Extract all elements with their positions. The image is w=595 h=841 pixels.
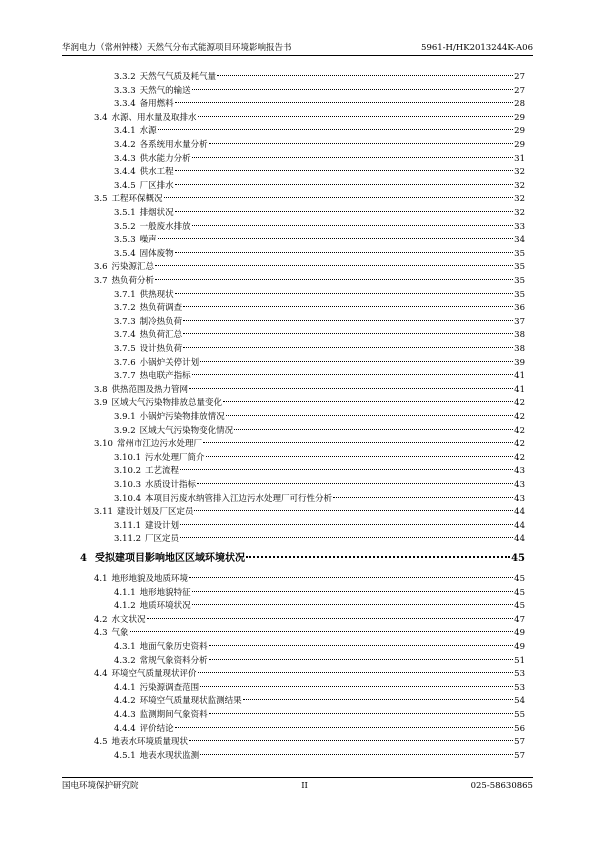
toc-entry-page: 42 (514, 412, 525, 422)
toc-entry-number: 4.3.2 (114, 655, 136, 666)
toc-entry[interactable] (114, 722, 525, 736)
toc-dot-leader (189, 740, 513, 741)
toc-entry[interactable] (114, 152, 525, 166)
footer-phone: 025-58630865 (470, 781, 533, 791)
toc-entry[interactable] (114, 97, 525, 111)
toc-entry-page: 39 (514, 357, 525, 368)
toc-dot-leader (192, 225, 514, 226)
toc-dot-leader (209, 713, 514, 714)
toc-entry-number: 3.5.4 (114, 248, 136, 259)
toc-entry-title: 固体废物 (139, 248, 174, 259)
toc-dot-leader (130, 631, 514, 632)
toc-entry-number: 3.10 (94, 439, 113, 450)
toc-entry-page: 37 (514, 316, 525, 327)
toc-dot-leader (175, 727, 514, 728)
toc-entry[interactable] (94, 613, 525, 627)
toc-entry-title: 小锅炉污染物排放情况 (139, 412, 225, 422)
toc-entry-title: 工艺流程 (145, 466, 180, 477)
toc-entry[interactable] (94, 667, 525, 681)
toc-entry[interactable] (94, 437, 525, 451)
toc-entry-number: 3.4.5 (114, 180, 136, 191)
toc-entry-number: 3.10.1 (114, 452, 142, 463)
toc-entry-number: 3.4.1 (114, 126, 136, 137)
toc-entry[interactable] (94, 192, 525, 206)
toc-entry[interactable] (114, 165, 525, 179)
toc-dot-leader (333, 497, 513, 498)
toc-entry-page: 41 (514, 384, 525, 395)
toc-entry-title: 热负荷分析 (111, 276, 155, 286)
toc-entry-page: 36 (514, 303, 525, 314)
toc-entry-page: 38 (514, 344, 525, 354)
toc-entry-number: 3.9.2 (114, 425, 136, 436)
toc-entry[interactable] (114, 492, 525, 506)
toc-entry-page: 41 (514, 371, 525, 382)
toc-entry-page: 35 (514, 248, 525, 259)
toc-entry-page: 34 (514, 235, 525, 246)
toc-entry-page: 53 (514, 682, 525, 693)
toc-entry-number: 3.3.4 (114, 99, 136, 110)
toc-entry[interactable] (114, 410, 525, 424)
toc-entry-title: 环境空气质量现状评价 (111, 669, 197, 680)
toc-dot-leader (189, 388, 513, 389)
toc-entry-title: 各系统用水量分析 (139, 140, 208, 150)
toc-entry-title: 地形地貌特征 (139, 587, 191, 598)
toc-entry-page: 29 (514, 140, 525, 150)
toc-entry[interactable] (114, 288, 525, 302)
toc-entry[interactable] (114, 328, 525, 342)
toc-dot-leader (197, 483, 513, 484)
toc-dot-leader (147, 618, 514, 619)
toc-entry-title: 热负荷调查 (139, 303, 183, 314)
toc-entry[interactable] (94, 505, 525, 519)
toc-entry-number: 4.4 (94, 669, 108, 680)
toc-dot-leader (200, 754, 513, 755)
toc-entry-title: 厂区排水 (139, 180, 174, 191)
toc-entry-number: 4.5 (94, 737, 108, 748)
toc-entry[interactable] (114, 179, 525, 193)
toc-entry-number: 3.7.2 (114, 303, 136, 314)
toc-entry[interactable] (114, 749, 525, 763)
toc-dot-leader (183, 306, 513, 307)
toc-entry-number: 3.5 (94, 194, 108, 205)
toc-entry-number: 3.7.4 (114, 330, 136, 341)
toc-entry-page: 47 (514, 614, 525, 625)
toc-entry-title: 气象 (111, 628, 129, 639)
toc-entry-title: 受拟建项目影响地区区域环境状况 (94, 553, 245, 564)
toc-entry-title: 地表水环境质量现状 (111, 737, 189, 748)
toc-entry-page: 32 (514, 208, 525, 218)
toc-entry-title: 区域大气污染物变化情况 (139, 425, 234, 436)
toc-dot-leader (192, 374, 514, 375)
toc-entry-page: 45 (514, 574, 525, 584)
toc-entry-title: 环境空气质量现状监测结果 (139, 696, 242, 707)
toc-entry-title: 供热现状 (139, 289, 174, 300)
page-header (62, 41, 533, 56)
toc-dot-leader (198, 672, 514, 673)
toc-dot-leader (209, 143, 514, 144)
toc-entry-number: 3.10.2 (114, 466, 142, 477)
toc-entry[interactable] (114, 301, 525, 315)
toc-entry-page: 29 (514, 112, 525, 123)
toc-entry-title: 天然气的输送 (139, 85, 191, 96)
toc-entry[interactable] (114, 708, 525, 722)
toc-entry-number: 4 (80, 553, 87, 564)
toc-entry-title: 污染源汇总 (111, 262, 155, 273)
toc-entry-title: 水源、用水量及取排水 (111, 112, 197, 123)
toc-entry[interactable] (114, 599, 525, 613)
toc-entry-title: 地面气象历史资料 (139, 642, 208, 652)
toc-entry-page: 42 (514, 452, 525, 463)
toc-entry-page: 45 (514, 601, 525, 612)
toc-dot-leader (192, 604, 514, 605)
toc-entry-title: 地表水现状监测 (139, 750, 200, 761)
toc-entry[interactable] (114, 342, 525, 356)
toc-entry-page: 27 (514, 72, 525, 82)
toc-entry-page: 57 (514, 750, 525, 761)
toc-entry-number: 3.3.3 (114, 85, 136, 96)
toc-entry[interactable] (114, 694, 525, 708)
toc-entry-number: 3.8 (94, 384, 108, 395)
toc-entry-title: 评价结论 (139, 723, 174, 734)
toc-entry-number: 3.6 (94, 262, 108, 273)
toc-dot-leader (158, 129, 514, 130)
toc-entry-number: 3.11.2 (114, 534, 142, 545)
toc-dot-leader (183, 333, 513, 334)
toc-entry-title: 地形地貌及地质环境 (111, 574, 189, 584)
toc-entry-title: 供水能力分析 (139, 153, 191, 164)
toc-entry-title: 地质环境状况 (139, 601, 191, 612)
toc-entry-number: 4.1.1 (114, 587, 136, 598)
toc-dot-leader (175, 184, 514, 185)
toc-entry-title: 热负荷汇总 (139, 330, 183, 341)
toc-entry-page: 42 (514, 398, 525, 409)
toc-entry-number: 3.10.3 (114, 480, 142, 490)
toc-dot-leader (180, 469, 513, 470)
toc-entry-title: 区域大气污染物排放总量变化 (111, 398, 223, 409)
toc-entry[interactable] (114, 681, 525, 695)
toc-entry-number: 3.4.3 (114, 153, 136, 164)
toc-entry-number: 3.10.4 (114, 493, 142, 504)
toc-entry-page: 33 (514, 221, 525, 232)
toc-entry-title: 建设计划及厂区定员 (116, 507, 194, 518)
toc-entry-number: 4.4.2 (114, 696, 136, 707)
toc-dot-leader (223, 401, 513, 402)
toc-entry-number: 3.7.7 (114, 371, 136, 382)
toc-entry-page: 35 (514, 262, 525, 273)
toc-entry-title: 排烟状况 (139, 208, 174, 218)
toc-dot-leader (246, 556, 510, 558)
toc-dot-leader (194, 510, 513, 511)
toc-entry[interactable] (114, 424, 525, 438)
toc-dot-leader (175, 252, 514, 253)
toc-entry-page: 32 (514, 180, 525, 191)
footer-page-number: II (301, 781, 308, 791)
toc-entry-number: 3.7.6 (114, 357, 136, 368)
toc-entry[interactable] (80, 552, 525, 566)
toc-entry-number: 4.1 (94, 574, 108, 584)
toc-entry-page: 35 (514, 276, 525, 286)
toc-dot-leader (189, 577, 513, 578)
toc-entry[interactable] (114, 138, 525, 152)
toc-entry-number: 3.4.2 (114, 140, 136, 150)
toc-entry-page: 29 (514, 126, 525, 137)
toc-entry-title: 水质设计指标 (145, 480, 197, 490)
toc-entry-page: 42 (514, 425, 525, 436)
toc-entry-title: 水文状况 (111, 614, 146, 625)
toc-dot-leader (180, 537, 513, 538)
toc-entry-title: 污水处理厂简介 (145, 452, 205, 463)
toc-entry-title: 小锅炉关停计划 (139, 357, 200, 368)
toc-entry[interactable] (94, 274, 525, 288)
toc-entry-page: 27 (514, 85, 525, 96)
toc-entry[interactable] (114, 586, 525, 600)
header-doc-number: 5961-H/HK2013244K-A06 (421, 43, 533, 53)
toc-dot-leader (155, 265, 513, 266)
toc-entry[interactable] (114, 70, 525, 84)
toc-entry-page: 28 (514, 99, 525, 110)
toc-entry[interactable] (114, 220, 525, 234)
toc-entry-number: 4.2 (94, 614, 108, 625)
toc-entry[interactable] (94, 396, 525, 410)
toc-dot-leader (183, 320, 513, 321)
toc-entry-title: 设计热负荷 (139, 344, 183, 354)
toc-dot-leader (155, 279, 513, 280)
toc-dot-leader (158, 238, 514, 239)
toc-entry-number: 3.7.1 (114, 289, 136, 300)
toc-entry[interactable] (114, 247, 525, 261)
toc-dot-leader (243, 699, 514, 700)
toc-entry-number: 4.4.4 (114, 723, 136, 734)
toc-dot-leader (192, 89, 514, 90)
toc-dot-leader (206, 456, 514, 457)
toc-dot-leader (198, 116, 514, 117)
toc-entry[interactable] (114, 233, 525, 247)
toc-entry-title: 噪声 (139, 235, 157, 246)
toc-entry-title: 污染源调查范围 (139, 682, 200, 693)
toc-entry-page: 44 (514, 520, 525, 531)
toc-entry-title: 常州市江边污水处理厂 (116, 439, 202, 450)
toc-entry-number: 4.4.3 (114, 710, 136, 720)
toc-entry[interactable] (94, 383, 525, 397)
toc-entry-title: 热电联产指标 (139, 371, 191, 382)
toc-entry-number: 4.1.2 (114, 601, 136, 612)
toc-entry[interactable] (94, 735, 525, 749)
toc-entry-page: 44 (514, 534, 525, 545)
toc-dot-leader (175, 293, 514, 294)
toc-entry-page: 44 (514, 507, 525, 518)
toc-entry-number: 3.9 (94, 398, 108, 409)
toc-dot-leader (203, 442, 513, 443)
toc-dot-leader (209, 645, 514, 646)
footer-organization: 国电环境保护研究院 (62, 781, 139, 791)
toc-entry[interactable] (114, 464, 525, 478)
toc-dot-leader (234, 429, 513, 430)
toc-entry-title: 监测期间气象资料 (139, 710, 208, 720)
toc-dot-leader (175, 102, 514, 103)
toc-entry-title: 水源 (139, 126, 157, 137)
toc-entry-number: 4.5.1 (114, 750, 136, 761)
page-footer (62, 777, 533, 794)
toc-entry-page: 51 (514, 655, 525, 666)
toc-entry-number: 3.5.1 (114, 208, 136, 218)
toc-entry-title: 一般废水排放 (139, 221, 191, 232)
toc-entry[interactable] (94, 111, 525, 125)
toc-entry[interactable] (114, 369, 525, 383)
toc-entry-number: 4.4.1 (114, 682, 136, 693)
toc-entry-number: 3.4 (94, 112, 108, 123)
toc-entry-number: 3.9.1 (114, 412, 136, 422)
toc-entry-number: 3.11.1 (114, 520, 142, 531)
toc-entry-page: 57 (514, 737, 525, 748)
toc-dot-leader (209, 659, 514, 660)
toc-entry[interactable] (114, 206, 525, 220)
toc-entry[interactable] (114, 84, 525, 98)
toc-entry-title: 供热范围及热力管网 (111, 384, 189, 395)
toc-entry-number: 4.3 (94, 628, 108, 639)
toc-entry[interactable] (114, 478, 525, 492)
toc-entry-page: 42 (514, 439, 525, 450)
toc-entry-number: 3.5.3 (114, 235, 136, 246)
toc-entry[interactable] (94, 626, 525, 640)
toc-entry[interactable] (114, 451, 525, 465)
toc-entry[interactable] (114, 519, 525, 533)
toc-entry-title: 供水工程 (139, 167, 174, 178)
toc-dot-leader (192, 157, 514, 158)
toc-dot-leader (192, 591, 514, 592)
toc-entry[interactable] (114, 640, 525, 654)
toc-entry-page: 55 (514, 710, 525, 720)
toc-entry-number: 3.7 (94, 276, 108, 286)
toc-entry-page: 32 (514, 167, 525, 178)
toc-entry[interactable] (114, 315, 525, 329)
header-report-title: 华润电力（常州钟楼）天然气分布式能源项目环境影响报告书 (62, 43, 292, 53)
toc-dot-leader (180, 524, 513, 525)
toc-entry-page: 38 (514, 330, 525, 341)
toc-entry-number: 3.3.2 (114, 72, 136, 82)
toc-entry-page: 43 (514, 466, 525, 477)
toc-entry-page: 45 (511, 553, 525, 564)
toc-entry-page: 49 (514, 628, 525, 639)
toc-entry[interactable] (94, 572, 525, 586)
toc-entry-title: 工程环保概况 (111, 194, 163, 205)
toc-dot-leader (183, 347, 513, 348)
toc-entry-title: 常规气象资料分析 (139, 655, 208, 666)
toc-entry[interactable] (114, 532, 525, 546)
toc-entry-page: 45 (514, 587, 525, 598)
toc-entry-number: 3.5.2 (114, 221, 136, 232)
toc-entry-title: 厂区定员 (145, 534, 180, 545)
toc-entry-title: 备用燃料 (139, 99, 174, 110)
toc-dot-leader (164, 197, 514, 198)
toc-entry-page: 32 (514, 194, 525, 205)
toc-entry-number: 3.4.4 (114, 167, 136, 178)
toc-entry-number: 4.3.1 (114, 642, 136, 652)
toc-dot-leader (175, 211, 514, 212)
toc-dot-leader (226, 415, 514, 416)
toc-entry-page: 43 (514, 480, 525, 490)
toc-entry-number: 3.7.3 (114, 316, 136, 327)
toc-entry-page: 31 (514, 153, 525, 164)
toc-dot-leader (217, 75, 513, 76)
toc-entry-page: 35 (514, 289, 525, 300)
toc-entry-title: 制冷热负荷 (139, 316, 183, 327)
toc-entry-number: 3.7.5 (114, 344, 136, 354)
toc-entry-page: 53 (514, 669, 525, 680)
toc-entry-title: 天然气气质及耗气量 (139, 72, 217, 82)
toc-entry-page: 54 (514, 696, 525, 707)
toc-dot-leader (200, 361, 513, 362)
toc-entry-title: 本项目污废水纳管排入江边污水处理厂可行性分析 (145, 493, 333, 504)
toc-entry[interactable] (114, 356, 525, 370)
toc-entry-number: 3.11 (94, 507, 113, 518)
toc-entry-page: 43 (514, 493, 525, 504)
toc-entry-title: 建设计划 (145, 520, 180, 531)
toc-entry-page: 49 (514, 642, 525, 652)
toc-entry[interactable] (114, 124, 525, 138)
toc-entry[interactable] (94, 260, 525, 274)
toc-entry[interactable] (114, 654, 525, 668)
toc-entry-page: 56 (514, 723, 525, 734)
toc-dot-leader (200, 686, 513, 687)
toc-dot-leader (175, 170, 514, 171)
